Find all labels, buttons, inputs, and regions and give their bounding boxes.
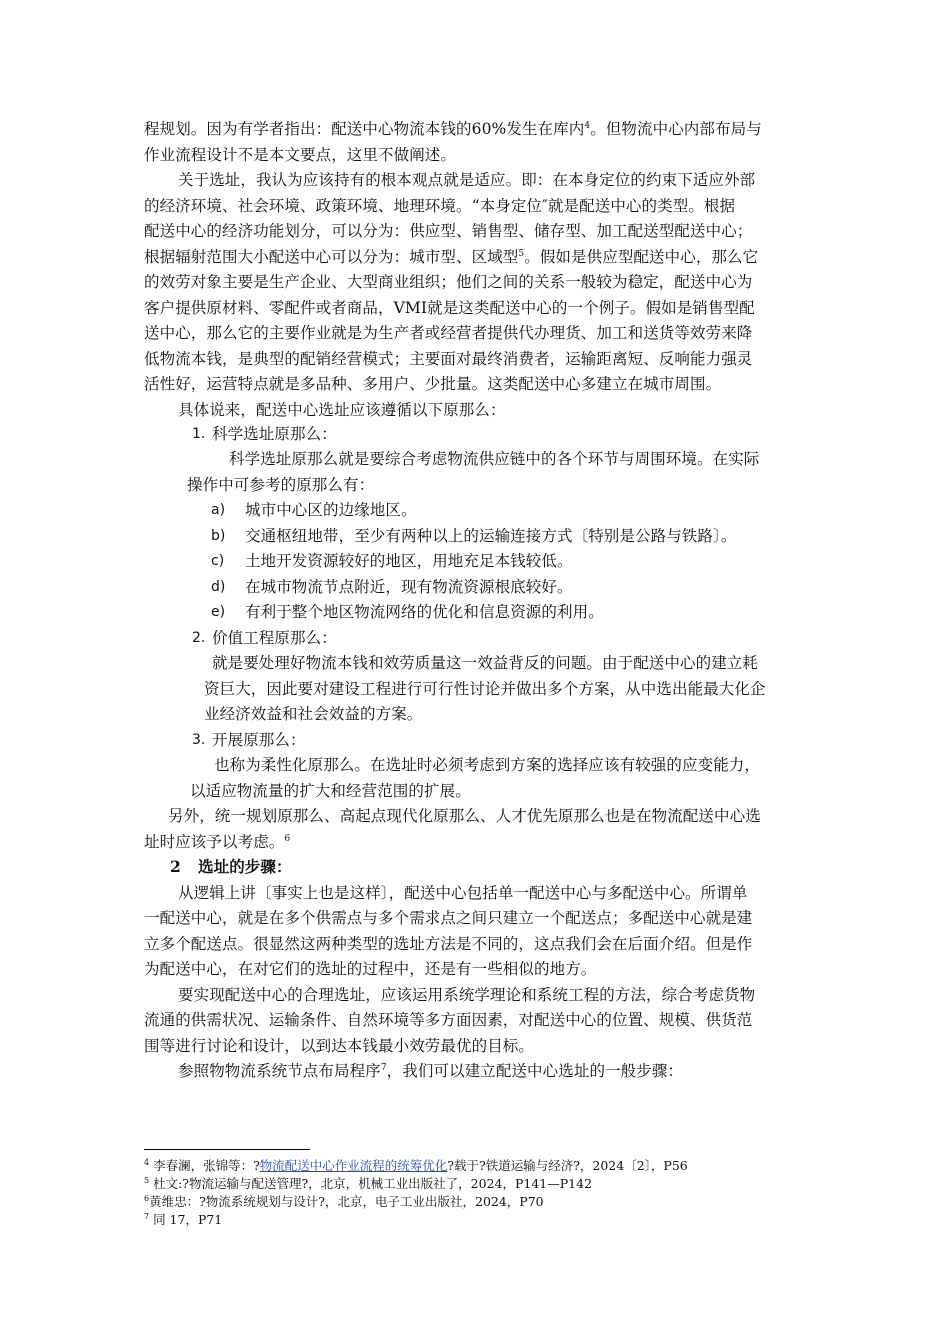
sublist-item: 在城市物流节点附近，现有物流资源根底较好。 [245,578,573,596]
body-text-line: 的效劳对象主要是生产企业、大型商业组织；他们之间的关系一般较为稳定，配送中心为 [144,273,753,291]
section-heading: 选址的步骤： [198,857,292,876]
body-text-line: 另外，统一规划原那么、高起点现代化原那么、人才优先原那么也是在物流配送中心选 [168,807,761,825]
body-text-line: 送中心，那么它的主要作业就是为生产者或经营者提供代办理货、加工和送货等效劳来降 [144,324,753,342]
body-text-line: 也称为柔性化原那么。在选址时必须考虑到方案的选择应该有较强的应变能力， [214,756,761,774]
sublist-marker: c) [211,553,225,569]
sublist-item: 交通枢纽地带，至少有两种以上的运输连接方式〔特别是公路与铁路〕。 [245,527,737,545]
body-text-line: 流通的供需状况、运输条件、自然环境等多方面因素，对配送中心的位置、规模、供货范 [144,1011,753,1029]
list-item-title: 价值工程原那么： [212,629,337,647]
body-text-line: 科学选址原那么就是要综合考虑物流供应链中的各个环节与周围环境。在实际 [229,450,760,468]
footnote-link[interactable]: 物流配送中心作业流程的统筹优化 [259,1158,448,1173]
body-text-line: 从逻辑上讲〔事实上也是这样〕，配送中心包括单一配送中心与多配送中心。所谓单 [178,884,748,902]
body-text-line: 根据辐射范围大小配送中心可以分为：城市型、区域型$^5$。假如是供应型配送中心，那么它 [144,248,759,266]
body-text-line: 具体说来，配送中心选址应该遵循以下原那么： [178,401,506,419]
body-text-line: 客户提供原材料、零配件或者商品，VMI就是这类配送中心的一个例子。假如是销售型配 [144,299,755,317]
sublist-marker: a) [211,502,226,518]
footnote: $^7$ 同 17，P71 [144,1211,223,1227]
body-text-line: 参照物物流系统节点布局程序$^7$，我们可以建立配送中心选址的一般步骤： [178,1062,684,1080]
body-text-line: 活性好，运营特点就是多品种、多用户、少批量。这类配送中心多建立在城市周围。 [144,375,722,393]
footnote: $^4$ 李春澜，张锦等：?物流配送中心作业流程的统筹优化?载于?铁道运输与经济?，2024〔2〕，P56 [144,1157,688,1173]
body-text-line: 一配送中心，就是在多个供需点与多个需求点之间只建立一个配送点；多配送中心就是建 [144,909,753,927]
body-text-line: 址时应该予以考虑。$^6$ [144,833,291,851]
list-number: 3. [192,732,206,748]
body-text-line: 操作中可参考的原那么有： [187,476,375,494]
footnote: $^5$ 杜文:?物流运输与配送管理?，北京，机械工业出版社了，2024，P141—P142 [144,1175,593,1191]
footnote-ref: 7 [380,1062,387,1073]
footnote-separator [144,1149,310,1150]
body-text-line: 低物流本钱，是典型的配销经营模式；主要面对最终消费者，运输距离短、反响能力强灵 [144,350,753,368]
footnote-ref: 5 [518,248,525,259]
body-text-line: 为配送中心，在对它们的选址的过程中，还是有一些相似的地方。 [144,960,597,978]
footnote: $^6$黄维忠：?物流系统规划与设计?，北京，电子工业出版社，2024，P70 [144,1193,544,1209]
body-text-line: 关于选址，我认为应该持有的根本观点就是适应。即：在本身定位的约束下适应外部 [178,171,756,189]
sublist-marker: d) [211,579,226,595]
body-text-line: 配送中心的经济功能划分，可以分为：供应型、销售型、储存型、加工配送型配送中心； [144,222,753,240]
list-item-title: 科学选址原那么： [212,425,337,443]
sublist-marker: b) [211,528,226,544]
section-number: 2 [170,857,181,876]
footnote-ref: 6 [284,833,291,844]
body-text-line: 就是要处理好物流本钱和效劳质量这一效益背反的问题。由于配送中心的建立耗 [212,654,759,672]
list-number: 2. [192,630,206,646]
body-text-line: 围等进行讨论和设计，以到达本钱最小效劳最优的目标。 [144,1037,535,1055]
footnote-ref: 4 [584,120,591,131]
body-text-line: 资巨大，因此要对建设工程进行可行性讨论并做出多个方案，从中选出能最大化企 [204,680,766,698]
list-number: 1. [192,426,206,442]
list-item-title: 开展原那么： [212,731,306,749]
body-text-line: 立多个配送点。很显然这两种类型的选址方法是不同的，这点我们会在后面介绍。但是作 [144,935,753,953]
body-text-line: 业经济效益和社会效益的方案。 [204,705,423,723]
body-text-line: 程规划。因为有学者指出：配送中心物流本钱的60%发生在库内$^4$。但物流中心内部布局与 [144,120,762,138]
body-text-line: 的经济环境、社会环境、政策环境、地理环境。“本身定位″就是配送中心的类型。根据 [144,197,736,215]
body-text-line: 要实现配送中心的合理选址，应该运用系统学理论和系统工程的方法，综合考虑货物 [178,986,756,1004]
sublist-item: 城市中心区的边缘地区。 [245,501,417,519]
sublist-item: 土地开发资源较好的地区，用地充足本钱较低。 [245,552,573,570]
body-text-line: 作业流程设计不是本文要点，这里不做阐述。 [144,146,457,164]
sublist-item: 有利于整个地区物流网络的优化和信息资源的利用。 [245,603,604,621]
body-text-line: 以适应物流量的扩大和经营范围的扩展。 [190,782,471,800]
sublist-marker: e) [211,604,226,620]
